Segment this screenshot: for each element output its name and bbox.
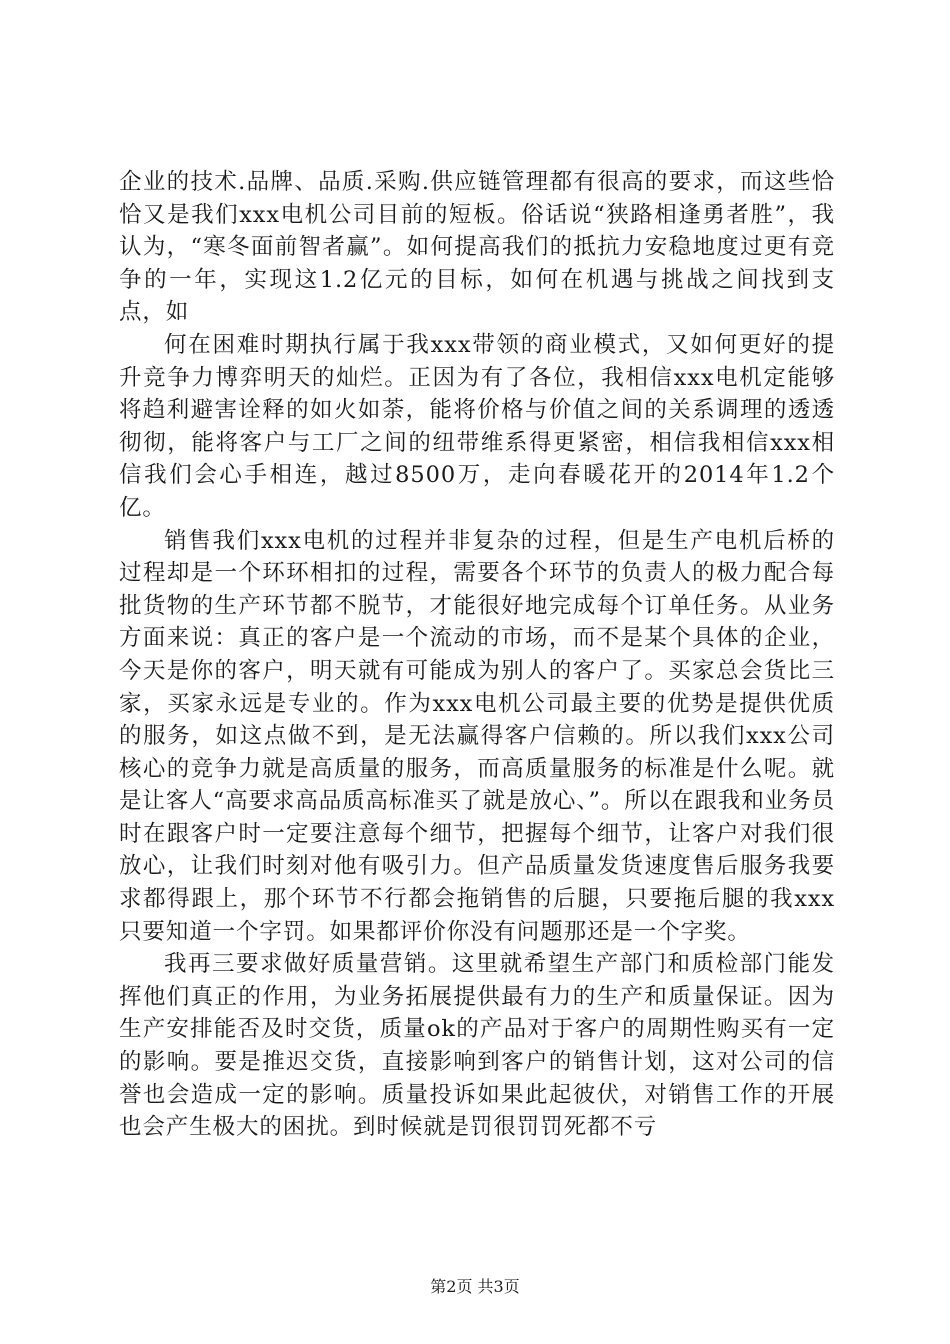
paragraph-2: 何在困难时期执行属于我xxx带领的商业模式，又如何更好的提升竞争力博弈明天的灿烂。正因为有了各位，我相信xxx电机定能够将趋利避害诠释的如火如荼，能将价格与价值之间的关系调理的透透彻彻，能将客户与工厂之间的纽带维系得更紧密，相信我相信xxx相信我们会心手相连，越过8500万，走向春暖花开的2014年1.2个亿。	[119, 331, 835, 521]
document-body	[119, 166, 835, 1144]
paragraph-3: 销售我们xxx电机的过程并非复杂的过程，但是生产电机后桥的过程却是一个环环相扣的过程，需要各个环节的负责人的极力配合每批货物的生产环节都不脱节，才能很好地完成每个订单任务。从业务方面来说：真正的客户是一个流动的市场，而不是某个具体的企业，今天是你的客户，明天就有可能成为别人的客户了。买家总会货比三家，买家永远是专业的。作为xxx电机公司最主要的优势是提供优质的服务，如这点做不到，是无法赢得客户信赖的。所以我们xxx公司核心的竞争力就是高质量的服务，而高质量服务的标准是什么呢。就是让客人“高要求高品质高标准买了就是放心、”。所以在跟我和业务员时在跟客户时一定要注意每个细节，把握每个细节，让客户对我们很放心，让我们时刻对他有吸引力。但产品质量发货速度售后服务我要求都得跟上，那个环节不行都会拖销售的后腿，只要拖后腿的我xxx只要知道一个字罚。如果都评价你没有问题那还是一个字奖。	[119, 527, 835, 945]
paragraph-1: 企业的技术.品牌、品质.采购.供应链管理都有很高的要求，而这些恰恰又是我们xxx电机公司目前的短板。俗话说“狭路相逢勇者胜”，我认为，“寒冬面前智者赢”。如何提高我们的抵抗力安稳地度过更有竞争的一年，实现这1.2亿元的目标，如何在机遇与挑战之间找到支点，如	[119, 169, 835, 326]
page-footer: 第2页 共3页	[430, 1277, 520, 1296]
paragraph-4: 我再三要求做好质量营销。这里就希望生产部门和质检部门能发挥他们真正的作用，为业务拓展提供最有力的生产和质量保证。因为生产安排能否及时交货，质量ok的产品对于客户的周期性购买有一定的影响。要是推迟交货，直接影响到客户的销售计划，这对公司的信誉也会造成一定的影响。质量投诉如果此起彼伏，对销售工作的开展也会产生极大的困扰。到时候就是罚很罚罚死都不亏	[119, 951, 835, 1141]
